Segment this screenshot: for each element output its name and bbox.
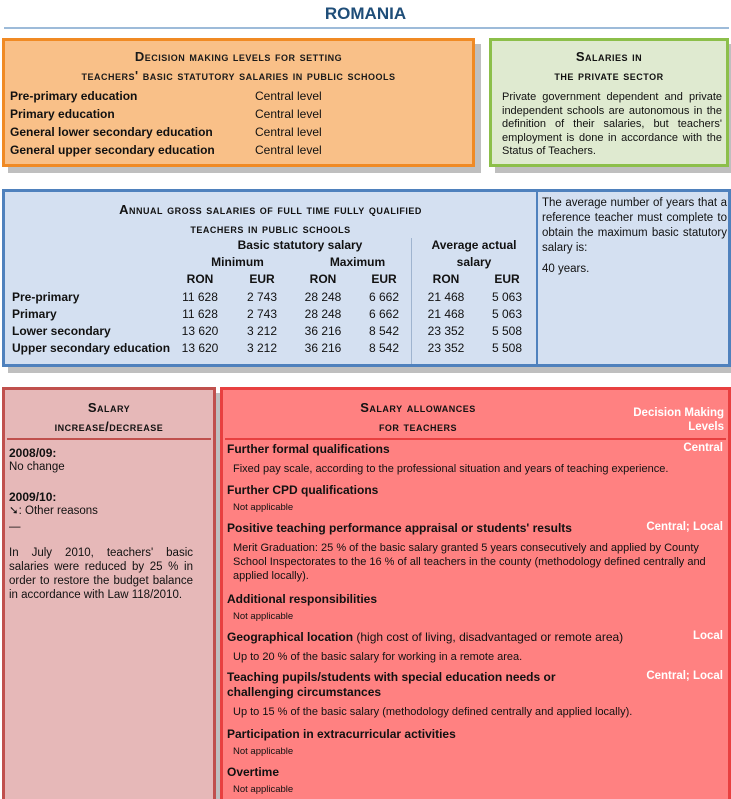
table-separator [411, 238, 412, 364]
row-label: Pre-primary [12, 290, 80, 304]
change-box-title-line1: Salary [87, 400, 131, 415]
salary-cell: 8 542 [368, 324, 400, 338]
allowances-box [220, 387, 731, 799]
salary-change-box [2, 387, 216, 799]
salary-cell: 5 063 [491, 290, 523, 304]
currency-header: RON [309, 272, 337, 286]
salary-cell: 6 662 [368, 307, 400, 321]
change-box-divider [7, 438, 211, 440]
private-sector-box [489, 38, 729, 167]
decision-box-title-line1: Decision making levels for setting [134, 49, 343, 64]
allowance-level: Central; Local [646, 521, 723, 533]
salary-cell: 28 248 [304, 290, 342, 304]
row-label: Primary [12, 307, 57, 321]
decision-row [5, 141, 472, 159]
salary-cell: 5 508 [491, 341, 523, 355]
year-change-text: No change [9, 461, 65, 473]
row-label: Lower secondary [12, 324, 111, 338]
decision-row [5, 105, 472, 123]
salary-cell: 5 508 [491, 324, 523, 338]
year-label: 2009/10: [9, 490, 57, 504]
salary-box-title-line2: teachers in public schools [190, 221, 351, 236]
private-box-title [492, 41, 726, 85]
decision-box-title-line2: teachers' basic statutory salaries in public schools [81, 68, 396, 83]
salary-cell: 13 620 [181, 324, 219, 338]
allowance-title: Overtime [227, 765, 280, 779]
allowance-item [227, 592, 727, 623]
allowance-item [227, 630, 727, 664]
decision-row-label: Primary education [10, 107, 115, 121]
salary-cell: 21 468 [427, 290, 465, 304]
salary-cell: 8 542 [368, 341, 400, 355]
salary-cell: 23 352 [427, 324, 465, 338]
salary-cell: 11 628 [182, 290, 218, 304]
max-salary-years-value: 40 years. [542, 263, 590, 275]
allowance-not-applicable: Not applicable [233, 502, 294, 513]
allowance-level: Local [692, 630, 723, 642]
change-box-title [5, 390, 213, 436]
currency-header: RON [432, 272, 460, 286]
salary-cell: 36 216 [304, 324, 342, 338]
decrease-arrow-icon: ➘ [9, 505, 19, 517]
currency-header: EUR [494, 272, 520, 286]
private-box-text: Private government dependent and private independent schools are autonomous in the definition of their salaries, but teachers' employment is done in accordance with the Status of Teachers. [502, 91, 722, 157]
salary-cell: 13 620 [181, 341, 219, 355]
allowance-title: Positive teaching performance appraisal or students' results [227, 521, 572, 535]
salary-cell: 11 628 [182, 307, 218, 321]
max-salary-years-text: The average number of years that a reference teacher must complete to obtain the maximum basic statutory salary is: [542, 197, 727, 254]
allowance-not-applicable: Not applicable [233, 746, 294, 757]
decision-row-label: Pre-primary education [10, 89, 138, 103]
allowance-title-line [227, 630, 727, 645]
currency-header: EUR [371, 272, 397, 286]
basic-salary-heading: Basic statutory salary [237, 238, 363, 252]
allowance-not-applicable: Not applicable [233, 611, 294, 622]
salary-cell: 5 063 [491, 307, 523, 321]
allowance-description: Merit Graduation: 25 % of the basic salary granted 5 years consecutively and applied by County School Inspectorates to the 16 % of all teachers in the county (methodology defined centrally and applied locally). [233, 542, 706, 582]
allowance-title: Additional responsibilities [227, 592, 378, 606]
decision-row-label: General lower secondary education [10, 125, 213, 139]
salary-cell: 6 662 [368, 290, 400, 304]
year-change-line [9, 504, 193, 518]
salary-box-title [5, 192, 536, 238]
currency-header: EUR [249, 272, 275, 286]
salary-cell: 23 352 [427, 341, 465, 355]
allowance-title: Geographical location [227, 630, 354, 644]
decision-levels-heading-line1: Decision Making [633, 407, 724, 419]
allowance-item [227, 670, 727, 719]
salary-cell: 28 248 [304, 307, 342, 321]
salary-cell: 2 743 [246, 307, 278, 321]
private-box-title-line2: the private sector [554, 68, 664, 83]
salary-box-title-line1: Annual gross salaries of full time fully qualified [119, 202, 422, 217]
separator-dash: — [9, 521, 21, 533]
max-salary-years-note [542, 196, 727, 283]
maximum-heading: Maximum [329, 255, 386, 269]
allowance-title-detail: (high cost of living, disadvantaged or remote area) [353, 630, 624, 644]
allowance-not-applicable: Not applicable [233, 784, 294, 795]
allowance-title: Further formal qualifications [227, 442, 390, 456]
salary-cell: 21 468 [427, 307, 465, 321]
decision-box-title [5, 41, 472, 85]
salary-cell: 3 212 [246, 324, 278, 338]
allowance-box-title [223, 398, 613, 436]
page-title: ROMANIA [324, 4, 407, 23]
salary-cell: 36 216 [304, 341, 342, 355]
decision-row-value: Central level [255, 89, 322, 103]
allowance-item [227, 727, 727, 758]
private-box-title-line1: Salaries in [575, 49, 643, 64]
decision-row [5, 123, 472, 141]
year-label: 2008/09: [9, 446, 57, 460]
decision-row-value: Central level [255, 107, 322, 121]
allowance-item [227, 483, 727, 514]
allowance-item [227, 765, 727, 796]
allowance-title: Teaching pupils/students with special education needs or challenging circumstances [227, 670, 556, 699]
change-box-body [9, 442, 193, 602]
decision-row-label: General upper secondary education [10, 143, 215, 157]
row-label: Upper secondary education [12, 341, 171, 355]
decision-row-value: Central level [255, 143, 322, 157]
change-paragraph: In July 2010, teachers' basic salaries were reduced by 25 % in order to restore the budget balance in accordance with Law 118/2010. [9, 547, 193, 601]
minimum-heading: Minimum [211, 255, 264, 269]
change-box-title-line2: increase/decrease [54, 419, 164, 434]
salary-cell: 2 743 [246, 290, 278, 304]
allowance-level: Central [683, 442, 723, 454]
currency-header: RON [186, 272, 214, 286]
allowance-box-title-line1: Salary allowances [360, 400, 476, 415]
allowance-title: Participation in extracurricular activities [227, 727, 456, 741]
decision-row-value: Central level [255, 125, 322, 139]
year-change-text: : Other reasons [18, 505, 98, 517]
allowance-description: Up to 15 % of the basic salary (methodology defined centrally and applied locally). [233, 706, 633, 718]
decision-levels-box [2, 38, 475, 167]
allowance-item [227, 521, 727, 583]
decision-row [5, 87, 472, 105]
decision-levels-heading-line2: Levels [688, 421, 724, 433]
salary-box [2, 189, 731, 367]
allowance-box-title-line2: for teachers [378, 419, 458, 434]
decision-levels-heading [633, 406, 724, 434]
allowance-box-divider [225, 438, 726, 440]
average-heading-line1: Average actual [431, 238, 517, 252]
title-divider [4, 27, 729, 29]
allowance-title: Further CPD qualifications [227, 483, 379, 497]
allowance-description: Up to 20 % of the basic salary for working in a remote area. [233, 651, 523, 663]
allowance-item [227, 442, 727, 476]
average-heading-line2: salary [456, 255, 492, 269]
salary-cell: 3 212 [246, 341, 278, 355]
allowance-level: Central; Local [646, 670, 723, 682]
allowance-description: Fixed pay scale, according to the professional situation and years of teaching experience. [233, 463, 669, 475]
salary-table-panel [5, 192, 538, 364]
